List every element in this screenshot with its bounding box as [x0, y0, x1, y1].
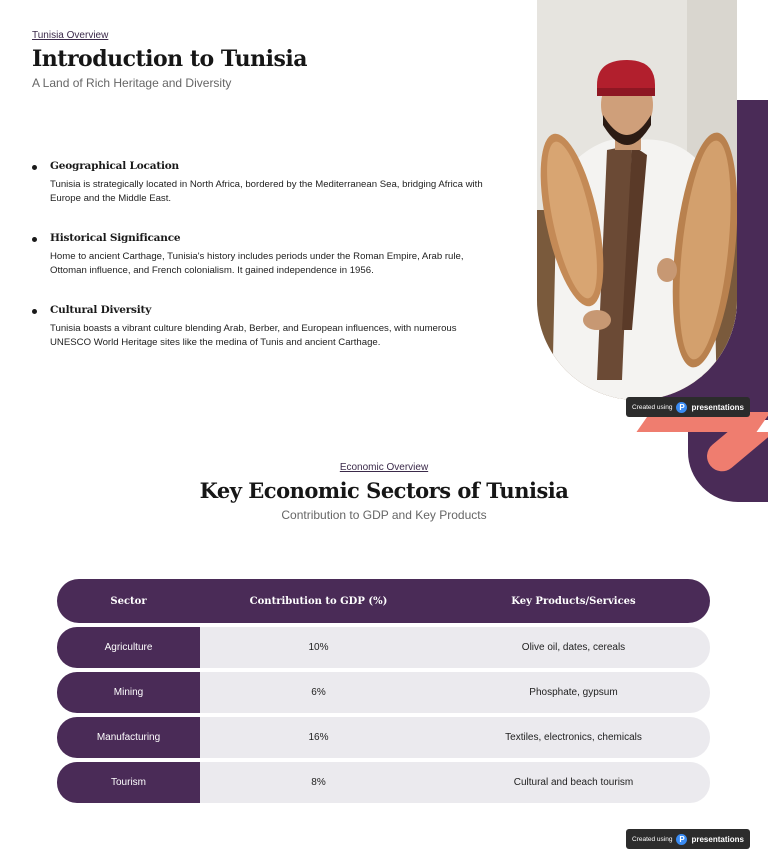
- header-gdp: Contribution to GDP (%): [249, 595, 388, 607]
- bullet-culture: [32, 304, 492, 350]
- economic-sectors-table: [57, 579, 710, 807]
- page-title: Key Economic Sectors of Tunisia: [199, 478, 569, 503]
- bullet-text: Tunisia boasts a vibrant culture blending Arab, Berber, and European influences, with numerous UNESCO World Heritage sites like the medina of Tunis and ancient Carthage.: [50, 323, 457, 348]
- table-row: [57, 717, 710, 758]
- header-sector: Sector: [110, 595, 147, 607]
- bullet-list: [32, 160, 492, 376]
- section-eyebrow: Tunisia Overview: [32, 30, 109, 41]
- bullet-geography: [32, 160, 492, 206]
- cell-products: Phosphate, gypsum: [437, 672, 710, 713]
- bullet-text: Home to ancient Carthage, Tunisia's history includes periods under the Roman Empire, Arab rule, Ottoman influence, and French colonialism. It gained independence in 1956.: [50, 251, 464, 276]
- bullet-heading: Historical Significance: [50, 232, 181, 244]
- badge-brand: presentations: [691, 834, 744, 844]
- slide-economy: [0, 432, 768, 864]
- presentations-logo-icon: P: [676, 834, 687, 845]
- cell-gdp: 6%: [200, 672, 437, 713]
- musician-illustration: [537, 0, 737, 400]
- badge-prefix: Created using: [632, 403, 673, 411]
- badge-brand: presentations: [691, 402, 744, 412]
- table-row: [57, 672, 710, 713]
- presentations-logo-icon: P: [676, 402, 687, 413]
- cell-products: Textiles, electronics, chemicals: [437, 717, 710, 758]
- table-header-row: [57, 579, 710, 623]
- cell-sector: Tourism: [57, 762, 200, 803]
- cell-sector: Manufacturing: [57, 717, 200, 758]
- bullet-history: [32, 232, 492, 278]
- bullet-dot-icon: [32, 309, 37, 314]
- cell-gdp: 8%: [200, 762, 437, 803]
- tunisian-musician-photo: [537, 0, 737, 400]
- bullet-heading: Cultural Diversity: [50, 304, 152, 316]
- cell-gdp: 16%: [200, 717, 437, 758]
- page-title: Introduction to Tunisia: [32, 46, 308, 72]
- cell-products: Olive oil, dates, cereals: [437, 627, 710, 668]
- cell-products: Cultural and beach tourism: [437, 762, 710, 803]
- table-row: [57, 627, 710, 668]
- bullet-dot-icon: [32, 237, 37, 242]
- bullet-heading: Geographical Location: [50, 160, 179, 172]
- header-products: Key Products/Services: [511, 595, 636, 607]
- created-using-badge[interactable]: [626, 397, 750, 417]
- table-row: [57, 762, 710, 803]
- cell-gdp: 10%: [200, 627, 437, 668]
- badge-prefix: Created using: [632, 835, 673, 843]
- cell-sector: Mining: [57, 672, 200, 713]
- bullet-dot-icon: [32, 165, 37, 170]
- page-subtitle: Contribution to GDP and Key Products: [281, 508, 487, 522]
- created-using-badge[interactable]: [626, 829, 750, 849]
- cell-sector: Agriculture: [57, 627, 200, 668]
- bullet-text: Tunisia is strategically located in North Africa, bordered by the Mediterranean Sea, bridging Africa with Europe and the Middle East.: [50, 179, 483, 204]
- section-eyebrow: Economic Overview: [339, 462, 429, 473]
- page-subtitle: A Land of Rich Heritage and Diversity: [32, 76, 232, 90]
